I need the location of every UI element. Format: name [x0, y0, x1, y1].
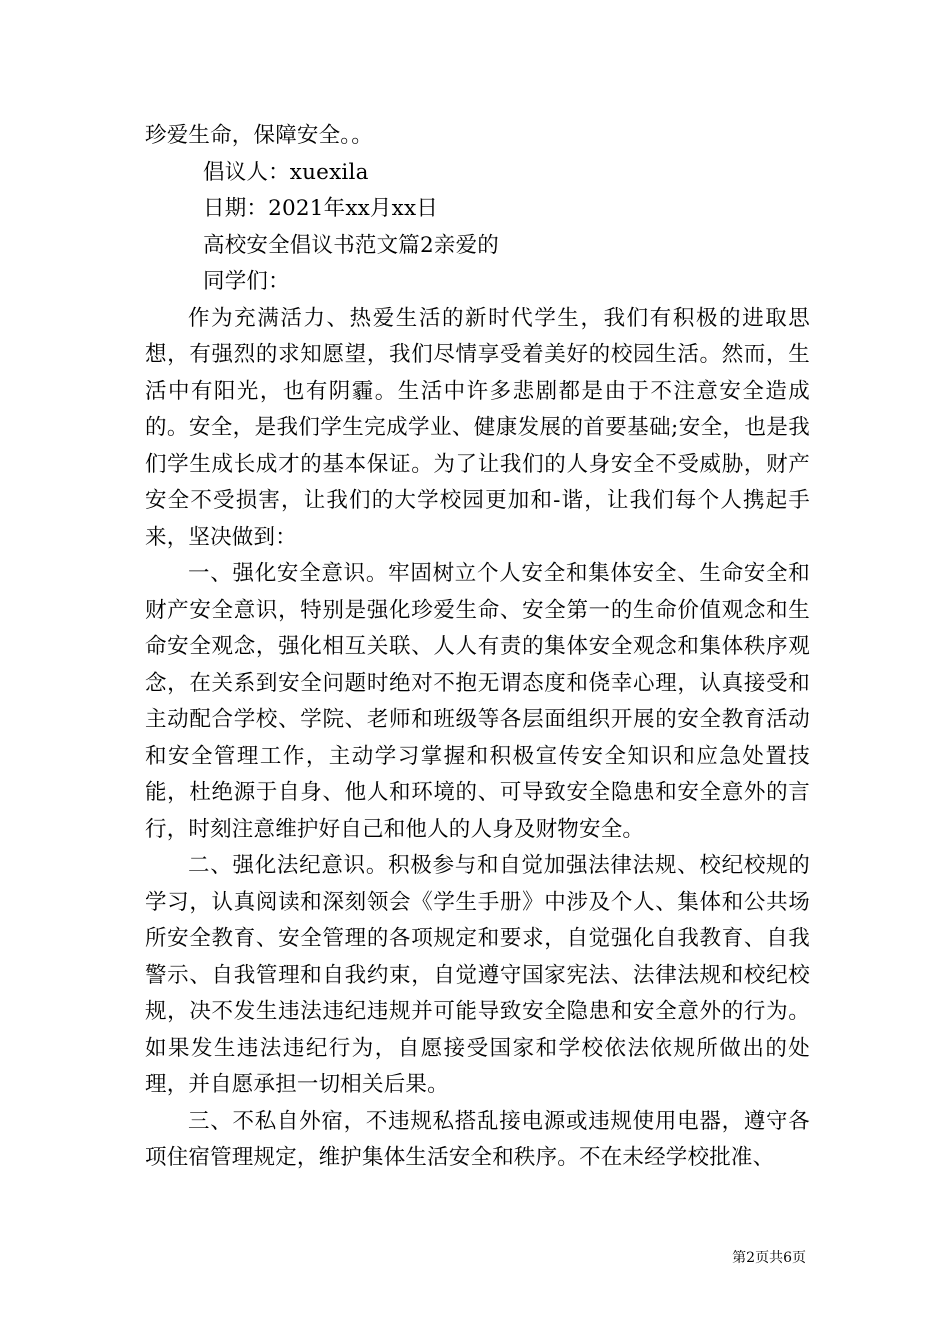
page-indicator: 第2页共6页 — [732, 1250, 806, 1266]
proposer-line: 倡议人：xuexila — [203, 159, 369, 185]
paragraph-list — [145, 301, 810, 1177]
date-line: 日期：2021年xx月xx日 — [203, 196, 439, 221]
section-title: 高校安全倡议书范文篇2亲爱的 — [203, 232, 499, 258]
paragraph-safety-awareness: 一、强化安全意识。牢固树立个人安全和集体安全、生命安全和财产安全意识，特别是强化珍爱生命、安全第一的生命价值观念和生命安全观念，强化相互关联、人人有责的集体安全观念和集体秩序观念，在关系到安全问题时绝对不抱无谓态度和侥幸心理，认真接受和主动配合学校、学院、老师和班级等各层面组织开展的安全教育活动和安全管理工作，主动学习掌握和积极宣传安全知识和应急处置技能，杜绝源于自身、他人和环境的、可导致安全隐患和安全意外的言行，时刻注意维护好自己和他人的人身及财物安全。 — [145, 561, 810, 842]
paragraph-legal-awareness: 二、强化法纪意识。积极参与和自觉加强法律法规、校纪校规的学习，认真阅读和深刻领会《学生手册》中涉及个人、集体和公共场所安全教育、安全管理的各项规定和要求，自觉强化自我教育、自我警示、自我管理和自我约束，自觉遵守国家宪法、法律法规和校纪校规，决不发生违法违纪违规并可能导致安全隐患和安全意外的行为。如果发生违法违纪行为，自愿接受国家和学校依法依规所做出的处理，并自愿承担一切相关后果。 — [145, 853, 810, 1097]
opening-line: 珍爱生命，保障安全。。 — [145, 123, 373, 148]
document-body — [145, 118, 810, 1177]
paragraph-intro: 作为充满活力、热爱生活的新时代学生，我们有积极的进取思想，有强烈的求知愿望，我们尽情享受着美好的校园生活。然而，生活中有阳光，也有阴霾。生活中许多悲剧都是由于不注意安全造成的。安全，是我们学生完成学业、健康发展的首要基础;安全，也是我们学生成长成才的基本保证。为了让我们的人身安全不受威胁，财产安全不受损害，让我们的大学校园更加和-谐，让我们每个人携起手来，坚决做到： — [145, 305, 810, 550]
paragraph-dormitory-rules: 三、不私自外宿，不违规私搭乱接电源或违规使用电器，遵守各项住宿管理规定，维护集体生活安全和秩序。不在未经学校批准、 — [145, 1108, 810, 1170]
salutation: 同学们： — [203, 269, 290, 294]
